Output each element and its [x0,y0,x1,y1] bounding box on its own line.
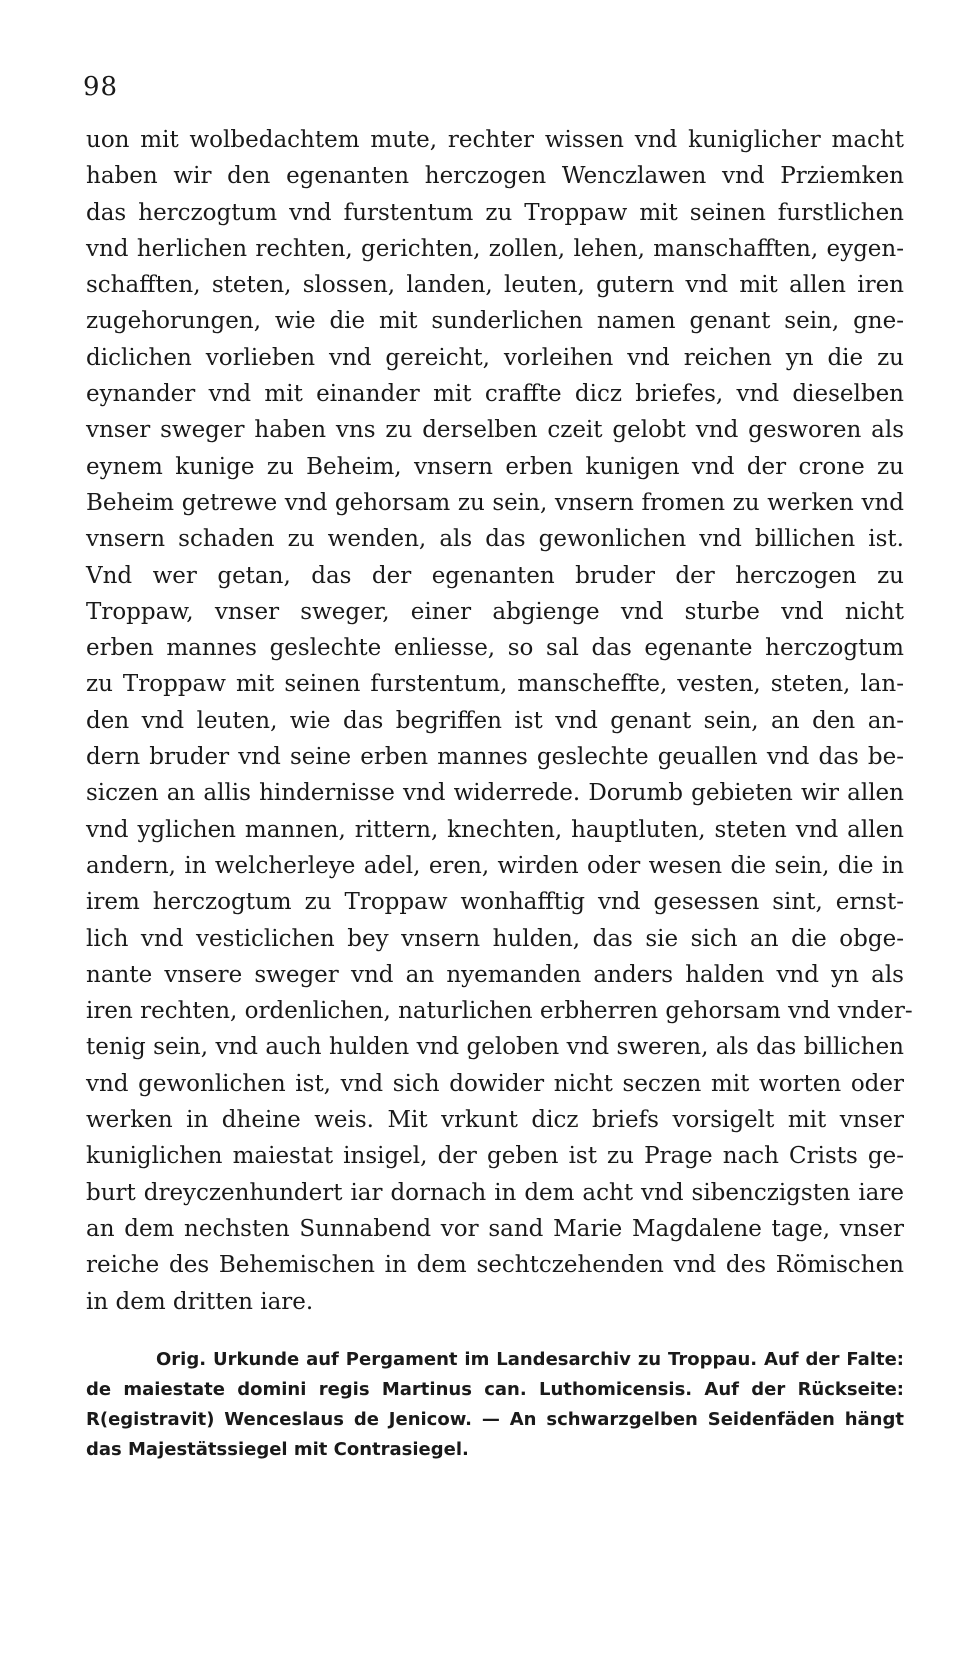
text-line: uon mit wolbedachtem mute, rechter wissen vnd kuniglicher macht [86,127,904,153]
text-line: werken in dheine weis. Mit vrkunt dicz briefs vorsigelt mit vnser [86,1107,904,1134]
note-line: de maiestate domini regis Martinus can. Luthomicensis. Auf der Rückseite: [86,1379,904,1400]
text-line: den vnd leuten, wie das begriffen ist vnd genant sein, an den an- [86,707,904,734]
text-line: Beheim getrewe vnd gehorsam zu sein, vnsern fromen zu werken vnd [86,489,904,516]
text-line: siczen an allis hindernisse vnd widerrede. Dorumb gebieten wir allen [86,780,904,807]
text-line: in dem dritten iare. [86,1288,314,1315]
text-line: tenig sein, vnd auch hulden vnd geloben vnd sweren, als das billichen [86,1034,904,1061]
text-line: reiche des Behemischen in dem sechtczehenden vnd des Römischen [86,1252,904,1279]
page-number: 98 [83,72,119,102]
text-line: vnd yglichen mannen, rittern, knechten, hauptluten, steten vnd allen [86,816,904,843]
text-line: zu Troppaw mit seinen furstentum, manscheffte, vesten, steten, lan- [86,671,904,698]
text-line: diclichen vorlieben vnd gereicht, vorleihen vnd reichen yn die zu [86,344,904,371]
text-line: Vnd wer getan, das der egenanten bruder der herczogen zu [86,562,904,589]
text-line: vnd gewonlichen ist, vnd sich dowider nicht seczen mit worten oder [86,1070,904,1097]
text-line: nante vnsere sweger vnd an nyemanden anders halden vnd yn als [86,961,904,988]
text-line: iren rechten, ordenlichen, naturlichen erbherren gehorsam vnd vnder- [86,998,913,1025]
footnote-source-note [86,1345,904,1465]
text-line: schafften, steten, slossen, landen, leuten, gutern vnd mit allen iren [86,272,904,299]
text-line: vnser sweger haben vns zu derselben czeit gelobt vnd gesworen als [86,417,904,444]
text-line: vnd herlichen rechten, gerichten, zollen, lehen, manschafften, eygen- [86,235,904,262]
text-line: vnsern schaden zu wenden, als das gewonlichen vnd billichen ist. [86,526,904,553]
text-line: dern bruder vnd seine erben mannes geslechte geuallen vnd das be- [86,744,904,771]
note-line: R(egistravit) Wenceslaus de Jenicow. — An schwarzgelben Seidenfäden hängt [86,1409,904,1430]
note-line: Orig. Urkunde auf Pergament im Landesarchiv zu Troppau. Auf der Falte: [156,1349,904,1370]
text-line: burt dreyczenhundert iar dornach in dem acht vnd sibenczigsten iare [86,1179,904,1206]
text-line: erben mannes geslechte enliesse, so sal das egenante herczogtum [86,635,904,662]
text-line: lich vnd vesticlichen bey vnsern hulden, das sie sich an die obge- [86,925,904,952]
note-line: das Majestätssiegel mit Contrasiegel. [86,1439,469,1460]
text-line: das herczogtum vnd furstentum zu Troppaw mit seinen furstlichen [86,199,904,226]
text-line: andern, in welcherleye adel, eren, wirden oder wesen die sein, die in [86,852,904,879]
text-line: eynem kunige zu Beheim, vnsern erben kunigen vnd der crone zu [86,453,904,480]
text-line: zugehorungen, wie die mit sunderlichen namen genant sein, gne- [86,308,904,335]
text-line: haben wir den egenanten herczogen Wenczlawen vnd Prziemken [86,163,904,190]
main-text [86,122,913,1320]
text-line: Troppaw, vnser sweger, einer abgienge vnd sturbe vnd nicht [86,598,904,625]
text-line: kuniglichen maiestat insigel, der geben ist zu Prage nach Crists ge- [86,1143,904,1170]
text-line: an dem nechsten Sunnabend vor sand Marie Magdalene tage, vnser [86,1215,904,1242]
text-line: irem herczogtum zu Troppaw wonhafftig vnd gesessen sint, ernst- [86,889,904,916]
text-line: eynander vnd mit einander mit craffte dicz briefes, vnd dieselben [86,381,904,408]
